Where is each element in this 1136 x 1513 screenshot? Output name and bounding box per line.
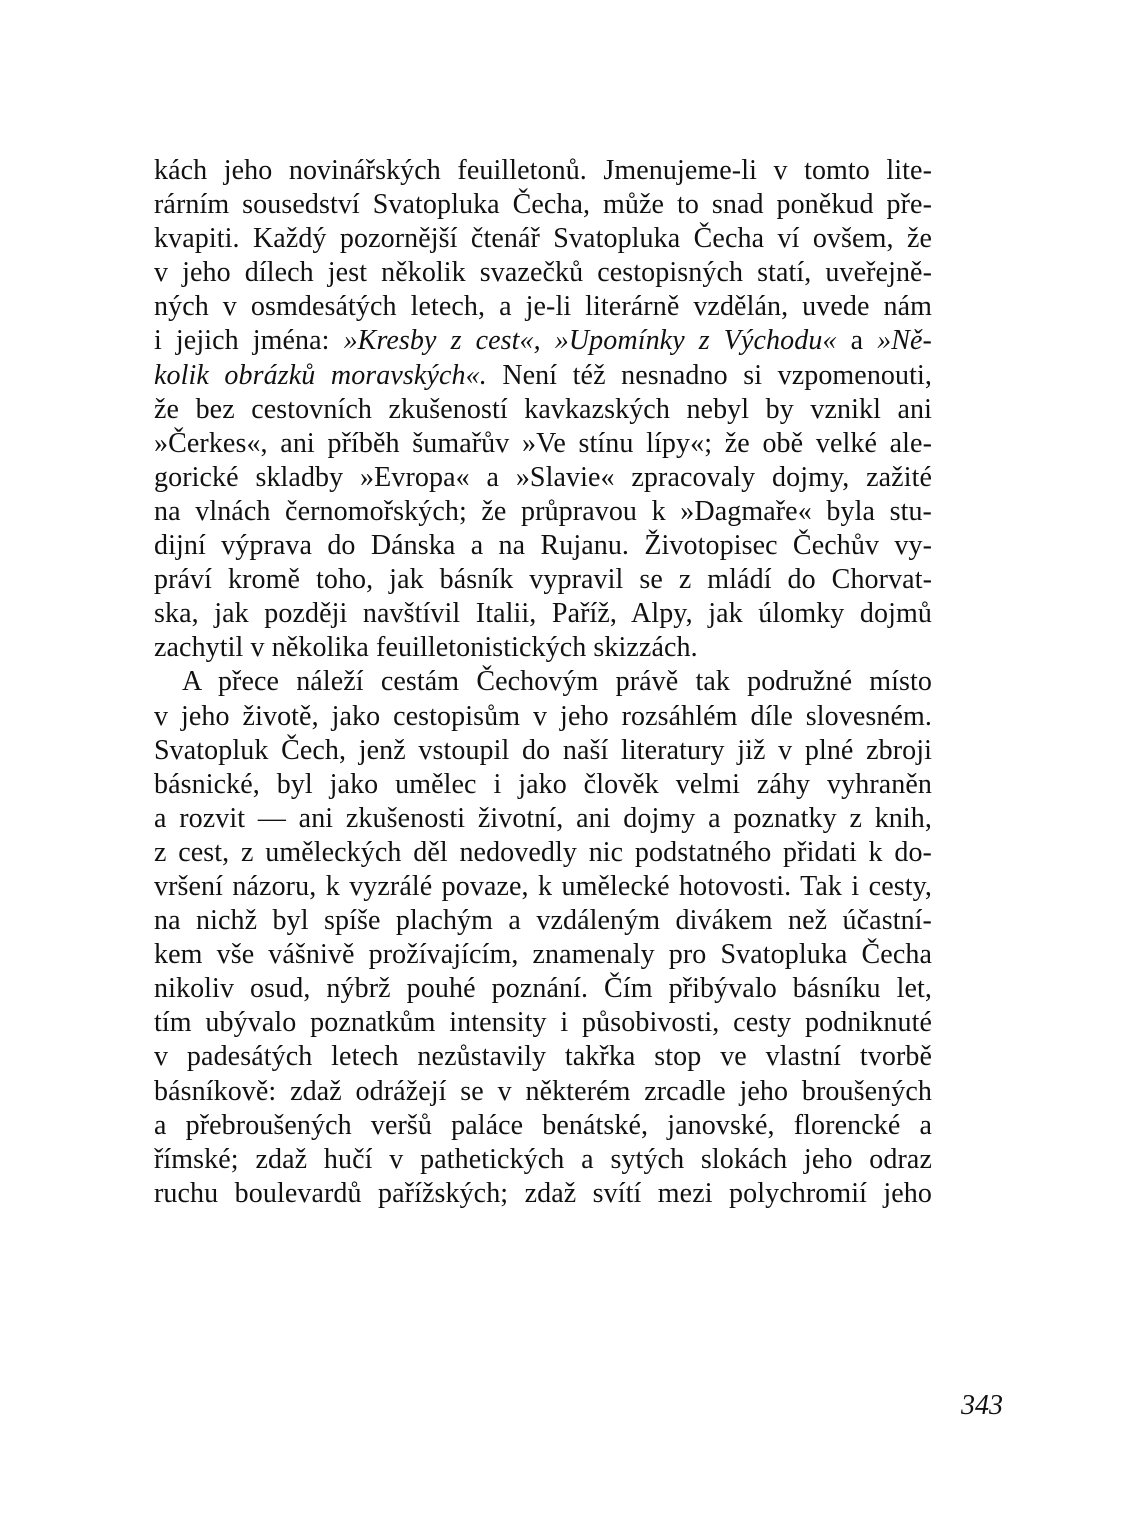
text-segment: v jeho dílech jest několik svazečků cestopisných statí, uveřejně- xyxy=(154,257,932,289)
text-line xyxy=(154,1109,932,1143)
text-segment: A přece náleží cestám Čechovým právě tak podružné místo xyxy=(182,666,932,698)
text-line xyxy=(154,734,932,768)
text-segment: básníkově: zdaž odrážejí se v některém zrcadle jeho broušených xyxy=(154,1075,932,1107)
text-segment: zachytil v několika feuilletonistických skizzách. xyxy=(154,632,698,664)
text-line xyxy=(154,461,932,495)
text-segment: básnické, byl jako umělec i jako člověk velmi záhy vyhraněn xyxy=(154,768,932,800)
text-segment: a přebroušených veršů paláce benátské, janovské, florencké a xyxy=(154,1109,932,1141)
text-segment: vršení názoru, k vyzrálé povaze, k umělecké hotovosti. Tak i cesty, xyxy=(154,870,932,902)
text-line xyxy=(154,972,932,1006)
text-line xyxy=(154,665,932,699)
text-line xyxy=(154,1006,932,1040)
text-segment: i jejich jména: xyxy=(154,325,344,357)
text-line xyxy=(154,768,932,802)
text-segment: ných v osmdesátých letech, a je-li literárně vzdělán, uvede nám xyxy=(154,291,932,323)
text-line xyxy=(154,154,932,188)
text-line xyxy=(154,597,932,631)
text-segment: že bez cestovních zkušeností kavkazských nebyl by vznikl ani xyxy=(154,393,932,425)
text-line xyxy=(154,529,932,563)
text-segment: »Čerkes«, ani příběh šumařův »Ve stínu lípy«; že obě velké ale- xyxy=(154,427,932,459)
text-segment: dijní výprava do Dánska a na Rujanu. Životopisec Čechův vy- xyxy=(154,530,932,562)
text-segment: z cest, z uměleckých děl nedovedly nic podstatného přidati k do- xyxy=(154,836,932,868)
text-line xyxy=(154,324,932,358)
text-segment: nikoliv osud, nýbrž pouhé poznání. Čím přibývalo básníku let, xyxy=(154,973,932,1005)
text-line xyxy=(154,1143,932,1177)
italic-title-text: »Ně- xyxy=(877,325,932,357)
text-segment: práví kromě toho, jak básník vypravil se z mládí do Chorvat- xyxy=(154,564,932,596)
text-segment: a xyxy=(836,325,878,357)
text-segment: kách jeho novinářských feuilletonů. Jmenujeme-li v tomto lite- xyxy=(154,155,932,186)
text-segment: Není též nesnadno si vzpomenouti, xyxy=(486,359,932,391)
page-number: 343 xyxy=(961,1390,1003,1421)
text-segment: na nichž byl spíše plachým a vzdáleným divákem než účastní- xyxy=(154,905,932,937)
text-segment: tím ubývalo poznatkům intensity i působivosti, cesty podniknuté xyxy=(154,1007,932,1039)
text-line xyxy=(154,870,932,904)
text-segment: rárním sousedství Svatopluka Čecha, může to snad poněkud pře- xyxy=(154,189,932,221)
text-segment: v jeho životě, jako cestopisům v jeho rozsáhlém díle slovesném. xyxy=(154,700,932,732)
text-segment: na vlnách černomořských; že průpravou k »Dagmaře« byla stu- xyxy=(154,495,932,527)
text-line xyxy=(154,802,932,836)
italic-title-text: kolik obrázků moravských«. xyxy=(154,359,487,391)
text-segment: kvapiti. Každý pozornější čtenář Svatopluka Čecha ví ovšem, že xyxy=(154,223,932,255)
text-line xyxy=(154,495,932,529)
text-segment: v padesátých letech nezůstavily takřka stop ve vlastní tvorbě xyxy=(154,1041,932,1073)
text-segment: ruchu boulevardů pařížských; zdaž svítí mezi polychromií jeho xyxy=(154,1177,932,1209)
text-line xyxy=(154,222,932,256)
text-segment: a rozvit — ani zkušenosti životní, ani dojmy a poznatky z knih, xyxy=(154,802,932,834)
text-line xyxy=(154,836,932,870)
text-line xyxy=(154,427,932,461)
text-line xyxy=(154,631,932,665)
text-segment: římské; zdaž hučí v pathetických a sytých slokách jeho odraz xyxy=(154,1143,932,1175)
text-segment: Svatopluk Čech, jenž vstoupil do naší literatury již v plné zbroji xyxy=(154,734,932,766)
text-line xyxy=(154,700,932,734)
italic-title-text: »Kresby z cest«, »Upomínky z Východu« xyxy=(343,325,837,357)
text-segment: gorické skladby »Evropa« a »Slavie« zpracovaly dojmy, zažité xyxy=(154,461,932,493)
text-line xyxy=(154,290,932,324)
body-text xyxy=(154,154,932,1211)
text-line xyxy=(154,188,932,222)
text-line xyxy=(154,563,932,597)
text-line xyxy=(154,1075,932,1109)
text-line xyxy=(154,904,932,938)
text-line xyxy=(154,1177,932,1211)
text-segment: kem vše vášnivě prožívajícím, znamenaly pro Svatopluka Čecha xyxy=(154,939,932,971)
text-line xyxy=(154,359,932,393)
text-line xyxy=(154,256,932,290)
text-segment: ska, jak později navštívil Italii, Paříž, Alpy, jak úlomky dojmů xyxy=(154,598,932,630)
text-line xyxy=(154,393,932,427)
text-line xyxy=(154,1040,932,1074)
text-line xyxy=(154,938,932,972)
